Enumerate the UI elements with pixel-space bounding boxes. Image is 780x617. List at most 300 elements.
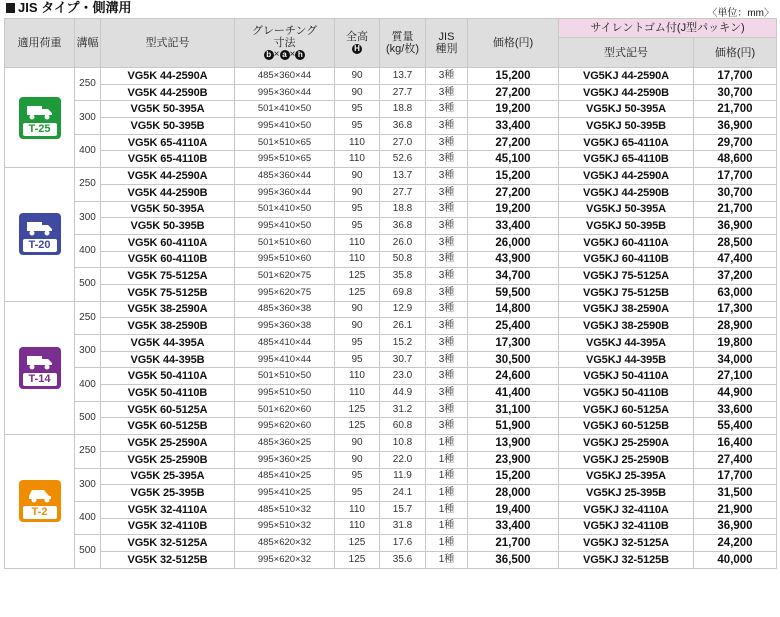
silent-model-cell: VG5KJ 65-4110A <box>559 134 694 151</box>
price-cell: 34,700 <box>468 268 559 285</box>
price-cell: 24,600 <box>468 368 559 385</box>
jis-cell: 3種 <box>426 401 468 418</box>
price-cell: 19,400 <box>468 501 559 518</box>
height-cell: 95 <box>335 351 380 368</box>
jis-cell: 1種 <box>426 551 468 568</box>
price-cell: 27,200 <box>468 184 559 201</box>
symbol-b-icon: b <box>264 50 274 60</box>
silent-price-cell: 24,200 <box>694 535 777 552</box>
mass-cell: 22.0 <box>380 451 426 468</box>
mass-cell: 13.7 <box>380 168 426 185</box>
mass-cell: 27.7 <box>380 184 426 201</box>
height-cell: 95 <box>335 201 380 218</box>
height-cell: 125 <box>335 284 380 301</box>
silent-model-cell: VG5KJ 50-4110A <box>559 368 694 385</box>
dimension-cell: 501×410×50 <box>235 101 335 118</box>
mass-cell: 10.8 <box>380 435 426 452</box>
price-cell: 17,300 <box>468 335 559 352</box>
dimension-cell: 995×510×50 <box>235 385 335 402</box>
header-width: 溝幅 <box>75 19 101 68</box>
model-cell: VG5K 38-2590A <box>101 301 235 318</box>
model-cell: VG5K 75-5125A <box>101 268 235 285</box>
silent-model-cell: VG5KJ 50-395B <box>559 218 694 235</box>
price-cell: 33,400 <box>468 518 559 535</box>
table-body <box>5 68 777 569</box>
width-cell: 250 <box>75 435 101 468</box>
mass-cell: 36.8 <box>380 118 426 135</box>
mass-cell: 18.8 <box>380 101 426 118</box>
model-cell: VG5K 44-395A <box>101 335 235 352</box>
model-cell: VG5K 50-395B <box>101 218 235 235</box>
price-table <box>4 18 777 569</box>
price-cell: 33,400 <box>468 218 559 235</box>
price-cell: 28,000 <box>468 485 559 502</box>
silent-model-cell: VG5KJ 25-2590B <box>559 451 694 468</box>
width-cell: 250 <box>75 168 101 201</box>
width-cell: 500 <box>75 268 101 301</box>
silent-price-cell: 17,700 <box>694 68 777 85</box>
width-cell: 400 <box>75 368 101 401</box>
silent-model-cell: VG5KJ 50-4110B <box>559 385 694 402</box>
silent-price-cell: 55,400 <box>694 418 777 435</box>
table-row <box>5 118 777 135</box>
silent-model-cell: VG5KJ 50-395B <box>559 118 694 135</box>
price-cell: 59,500 <box>468 284 559 301</box>
dimension-cell: 995×360×44 <box>235 184 335 201</box>
silent-model-cell: VG5KJ 32-5125B <box>559 551 694 568</box>
table-row <box>5 318 777 335</box>
table-row <box>5 551 777 568</box>
jis-cell: 1種 <box>426 501 468 518</box>
price-cell: 13,900 <box>468 435 559 452</box>
model-cell: VG5K 60-4110B <box>101 251 235 268</box>
mass-cell: 36.8 <box>380 218 426 235</box>
truck-icon <box>26 218 54 236</box>
jis-cell: 3種 <box>426 301 468 318</box>
load-cell <box>5 301 75 435</box>
table-row <box>5 451 777 468</box>
silent-model-cell: VG5KJ 32-4110B <box>559 518 694 535</box>
jis-cell: 3種 <box>426 151 468 168</box>
jis-cell: 1種 <box>426 485 468 502</box>
silent-price-cell: 17,700 <box>694 468 777 485</box>
load-cell <box>5 435 75 569</box>
mass-cell: 26.0 <box>380 234 426 251</box>
height-cell: 110 <box>335 251 380 268</box>
silent-model-cell: VG5KJ 25-395B <box>559 485 694 502</box>
width-cell: 400 <box>75 501 101 534</box>
header-jis-line2: 種別 <box>435 43 458 55</box>
mass-cell: 69.8 <box>380 284 426 301</box>
jis-cell: 1種 <box>426 468 468 485</box>
table-row <box>5 435 777 452</box>
table-row <box>5 501 777 518</box>
height-cell: 125 <box>335 401 380 418</box>
model-cell: VG5K 32-4110A <box>101 501 235 518</box>
price-cell: 26,000 <box>468 234 559 251</box>
header-jis-line1: JIS <box>438 31 455 43</box>
height-cell: 125 <box>335 551 380 568</box>
mass-cell: 35.8 <box>380 268 426 285</box>
mass-cell: 52.6 <box>380 151 426 168</box>
truck-icon <box>26 102 54 120</box>
silent-price-cell: 30,700 <box>694 84 777 101</box>
table-row <box>5 518 777 535</box>
table-row <box>5 368 777 385</box>
model-cell: VG5K 44-2590B <box>101 184 235 201</box>
jis-cell: 3種 <box>426 418 468 435</box>
mass-cell: 15.2 <box>380 335 426 352</box>
jis-cell: 3種 <box>426 251 468 268</box>
jis-cell: 3種 <box>426 368 468 385</box>
header-silent-model: 型式記号 <box>559 38 694 68</box>
silent-price-cell: 27,400 <box>694 451 777 468</box>
height-cell: 90 <box>335 168 380 185</box>
width-cell: 500 <box>75 401 101 434</box>
dimension-cell: 995×510×32 <box>235 518 335 535</box>
silent-price-cell: 29,700 <box>694 134 777 151</box>
price-cell: 19,200 <box>468 101 559 118</box>
table-row <box>5 301 777 318</box>
mass-cell: 11.9 <box>380 468 426 485</box>
width-cell: 250 <box>75 68 101 101</box>
jis-cell: 3種 <box>426 68 468 85</box>
silent-model-cell: VG5KJ 50-395A <box>559 201 694 218</box>
dimension-cell: 485×360×38 <box>235 301 335 318</box>
dimension-cell: 485×510×32 <box>235 501 335 518</box>
model-cell: VG5K 65-4110A <box>101 134 235 151</box>
model-cell: VG5K 38-2590B <box>101 318 235 335</box>
silent-model-cell: VG5KJ 25-395A <box>559 468 694 485</box>
width-cell: 300 <box>75 201 101 234</box>
jis-cell: 3種 <box>426 234 468 251</box>
load-cell <box>5 168 75 302</box>
mass-cell: 13.7 <box>380 68 426 85</box>
height-cell: 125 <box>335 268 380 285</box>
header-grating-line2: 寸法 <box>273 36 296 49</box>
header-mass-line2: (kg/枚) <box>386 43 419 55</box>
mass-cell: 50.8 <box>380 251 426 268</box>
silent-price-cell: 44,900 <box>694 385 777 402</box>
dimension-cell: 995×410×44 <box>235 351 335 368</box>
price-cell: 31,100 <box>468 401 559 418</box>
width-cell: 300 <box>75 468 101 501</box>
header-dim-symbols: b × a × h <box>235 49 334 61</box>
silent-price-cell: 16,400 <box>694 435 777 452</box>
height-cell: 125 <box>335 535 380 552</box>
silent-price-cell: 34,000 <box>694 351 777 368</box>
silent-model-cell: VG5KJ 38-2590B <box>559 318 694 335</box>
silent-price-cell: 17,700 <box>694 168 777 185</box>
model-cell: VG5K 44-2590A <box>101 168 235 185</box>
width-cell: 300 <box>75 101 101 134</box>
height-cell: 90 <box>335 435 380 452</box>
load-badge <box>19 97 61 139</box>
table-row <box>5 134 777 151</box>
width-cell: 250 <box>75 301 101 334</box>
model-cell: VG5K 25-2590A <box>101 435 235 452</box>
table-row <box>5 535 777 552</box>
mass-cell: 15.7 <box>380 501 426 518</box>
model-cell: VG5K 25-2590B <box>101 451 235 468</box>
header-silent-price: 価格(円) <box>694 38 777 68</box>
dimension-cell: 501×620×75 <box>235 268 335 285</box>
height-cell: 95 <box>335 218 380 235</box>
height-cell: 95 <box>335 335 380 352</box>
width-cell: 400 <box>75 134 101 167</box>
car-icon <box>26 485 54 503</box>
price-cell: 51,900 <box>468 418 559 435</box>
height-cell: 90 <box>335 451 380 468</box>
header-mass-line1: 質量 <box>391 31 414 43</box>
silent-model-cell: VG5KJ 32-5125A <box>559 535 694 552</box>
silent-model-cell: VG5KJ 60-5125A <box>559 401 694 418</box>
header-price: 価格(円) <box>468 19 559 68</box>
price-cell: 25,400 <box>468 318 559 335</box>
table-row <box>5 234 777 251</box>
price-cell: 15,200 <box>468 68 559 85</box>
header-model: 型式記号 <box>101 19 235 68</box>
height-cell: 125 <box>335 418 380 435</box>
load-badge <box>19 347 61 389</box>
mass-cell: 30.7 <box>380 351 426 368</box>
table-row <box>5 284 777 301</box>
height-cell: 95 <box>335 485 380 502</box>
silent-price-cell: 36,900 <box>694 218 777 235</box>
silent-price-cell: 21,700 <box>694 101 777 118</box>
model-cell: VG5K 25-395B <box>101 485 235 502</box>
price-cell: 27,200 <box>468 134 559 151</box>
dimension-cell: 501×410×50 <box>235 201 335 218</box>
table-row <box>5 418 777 435</box>
silent-model-cell: VG5KJ 50-395A <box>559 101 694 118</box>
unit-note: 〈単位：mm〉 <box>707 8 774 19</box>
height-cell: 110 <box>335 368 380 385</box>
dimension-cell: 995×410×50 <box>235 118 335 135</box>
model-cell: VG5K 50-4110B <box>101 385 235 402</box>
height-cell: 90 <box>335 84 380 101</box>
mass-cell: 35.6 <box>380 551 426 568</box>
model-cell: VG5K 50-4110A <box>101 368 235 385</box>
silent-price-cell: 28,900 <box>694 318 777 335</box>
truck-icon <box>26 352 54 370</box>
table-row <box>5 68 777 85</box>
table-row <box>5 385 777 402</box>
model-cell: VG5K 65-4110B <box>101 151 235 168</box>
price-cell: 23,900 <box>468 451 559 468</box>
silent-model-cell: VG5KJ 44-2590A <box>559 168 694 185</box>
page-title: JIS タイプ・側溝用 <box>18 0 132 15</box>
silent-model-cell: VG5KJ 60-4110B <box>559 251 694 268</box>
jis-cell: 3種 <box>426 184 468 201</box>
mass-cell: 12.9 <box>380 301 426 318</box>
dimension-cell: 485×410×25 <box>235 468 335 485</box>
dimension-cell: 995×360×44 <box>235 84 335 101</box>
silent-model-cell: VG5KJ 65-4110B <box>559 151 694 168</box>
load-badge <box>19 213 61 255</box>
dimension-cell: 501×510×65 <box>235 134 335 151</box>
symbol-a-icon: a <box>280 50 290 60</box>
dimension-cell: 995×620×60 <box>235 418 335 435</box>
dimension-cell: 501×620×60 <box>235 401 335 418</box>
width-cell: 300 <box>75 335 101 368</box>
dimension-cell: 995×620×75 <box>235 284 335 301</box>
model-cell: VG5K 60-4110A <box>101 234 235 251</box>
dimension-cell: 485×360×44 <box>235 68 335 85</box>
silent-model-cell: VG5KJ 75-5125A <box>559 268 694 285</box>
jis-cell: 3種 <box>426 318 468 335</box>
table-row <box>5 201 777 218</box>
title-row <box>0 0 780 18</box>
jis-cell: 3種 <box>426 385 468 402</box>
jis-cell: 3種 <box>426 101 468 118</box>
height-cell: 95 <box>335 118 380 135</box>
model-cell: VG5K 44-2590A <box>101 68 235 85</box>
silent-model-cell: VG5KJ 44-2590B <box>559 184 694 201</box>
mass-cell: 27.0 <box>380 134 426 151</box>
mass-cell: 24.1 <box>380 485 426 502</box>
jis-cell: 3種 <box>426 134 468 151</box>
price-cell: 15,200 <box>468 468 559 485</box>
silent-model-cell: VG5KJ 75-5125B <box>559 284 694 301</box>
height-cell: 110 <box>335 134 380 151</box>
table-row <box>5 468 777 485</box>
jis-cell: 3種 <box>426 335 468 352</box>
price-cell: 15,200 <box>468 168 559 185</box>
table-row <box>5 351 777 368</box>
jis-cell: 3種 <box>426 84 468 101</box>
silent-price-cell: 48,600 <box>694 151 777 168</box>
dimension-cell: 995×510×60 <box>235 251 335 268</box>
model-cell: VG5K 25-395A <box>101 468 235 485</box>
header-height <box>335 19 380 68</box>
mass-cell: 18.8 <box>380 201 426 218</box>
silent-price-cell: 21,700 <box>694 201 777 218</box>
jis-cell: 3種 <box>426 118 468 135</box>
title-square-icon <box>6 3 15 13</box>
header-height-label: 全高 <box>346 31 368 43</box>
model-cell: VG5K 50-395A <box>101 101 235 118</box>
price-cell: 21,700 <box>468 535 559 552</box>
jis-cell: 1種 <box>426 518 468 535</box>
dimension-cell: 995×510×65 <box>235 151 335 168</box>
jis-cell: 3種 <box>426 218 468 235</box>
mass-cell: 60.8 <box>380 418 426 435</box>
load-label: T-14 <box>23 373 57 386</box>
model-cell: VG5K 75-5125B <box>101 284 235 301</box>
silent-price-cell: 33,600 <box>694 401 777 418</box>
table-row <box>5 168 777 185</box>
table-row <box>5 485 777 502</box>
jis-cell: 3種 <box>426 351 468 368</box>
silent-model-cell: VG5KJ 44-2590A <box>559 68 694 85</box>
dimension-cell: 995×360×38 <box>235 318 335 335</box>
price-cell: 41,400 <box>468 385 559 402</box>
dimension-cell: 501×510×50 <box>235 368 335 385</box>
silent-model-cell: VG5KJ 60-5125B <box>559 418 694 435</box>
table-row <box>5 401 777 418</box>
mass-cell: 44.9 <box>380 385 426 402</box>
silent-price-cell: 37,200 <box>694 268 777 285</box>
dimension-cell: 485×620×32 <box>235 535 335 552</box>
table-row <box>5 151 777 168</box>
dimension-cell: 485×410×44 <box>235 335 335 352</box>
mass-cell: 27.7 <box>380 84 426 101</box>
price-cell: 43,900 <box>468 251 559 268</box>
height-cell: 90 <box>335 68 380 85</box>
load-label: T-25 <box>23 123 57 136</box>
price-cell: 14,800 <box>468 301 559 318</box>
price-cell: 36,500 <box>468 551 559 568</box>
height-cell: 110 <box>335 151 380 168</box>
silent-model-cell: VG5KJ 44-2590B <box>559 84 694 101</box>
dimension-cell: 995×620×32 <box>235 551 335 568</box>
load-label: T-2 <box>23 506 57 519</box>
width-cell: 400 <box>75 234 101 267</box>
header-load: 適用荷重 <box>5 19 75 68</box>
dimension-cell: 995×410×25 <box>235 485 335 502</box>
height-cell: 90 <box>335 318 380 335</box>
mass-cell: 23.0 <box>380 368 426 385</box>
height-cell: 110 <box>335 385 380 402</box>
table-row <box>5 218 777 235</box>
header-grating-size <box>235 19 335 68</box>
height-cell: 90 <box>335 301 380 318</box>
silent-model-cell: VG5KJ 60-4110A <box>559 234 694 251</box>
table-row <box>5 251 777 268</box>
silent-model-cell: VG5KJ 38-2590A <box>559 301 694 318</box>
load-cell <box>5 68 75 168</box>
silent-price-cell: 27,100 <box>694 368 777 385</box>
silent-price-cell: 36,900 <box>694 118 777 135</box>
symbol-h-icon: h <box>295 50 305 60</box>
dimension-cell: 995×360×25 <box>235 451 335 468</box>
mass-cell: 31.8 <box>380 518 426 535</box>
height-cell: 110 <box>335 518 380 535</box>
model-cell: VG5K 60-5125A <box>101 401 235 418</box>
height-cell: 90 <box>335 184 380 201</box>
height-cell: 95 <box>335 101 380 118</box>
mass-cell: 17.6 <box>380 535 426 552</box>
jis-cell: 1種 <box>426 535 468 552</box>
price-cell: 33,400 <box>468 118 559 135</box>
table-row <box>5 268 777 285</box>
price-cell: 27,200 <box>468 84 559 101</box>
mass-cell: 31.2 <box>380 401 426 418</box>
model-cell: VG5K 32-5125A <box>101 535 235 552</box>
model-cell: VG5K 44-395B <box>101 351 235 368</box>
silent-price-cell: 30,700 <box>694 184 777 201</box>
silent-price-cell: 47,400 <box>694 251 777 268</box>
header-silent-rubber: サイレントゴム付(J型パッキン) <box>559 19 777 38</box>
dimension-cell: 485×360×25 <box>235 435 335 452</box>
height-cell: 95 <box>335 468 380 485</box>
silent-price-cell: 31,500 <box>694 485 777 502</box>
silent-price-cell: 63,000 <box>694 284 777 301</box>
height-cell: 110 <box>335 501 380 518</box>
table-row <box>5 184 777 201</box>
header-mass <box>380 19 426 68</box>
dimension-cell: 485×360×44 <box>235 168 335 185</box>
table-row <box>5 84 777 101</box>
model-cell: VG5K 60-5125B <box>101 418 235 435</box>
jis-cell: 1種 <box>426 451 468 468</box>
silent-price-cell: 28,500 <box>694 234 777 251</box>
silent-price-cell: 17,300 <box>694 301 777 318</box>
load-label: T-20 <box>23 239 57 252</box>
table-row <box>5 335 777 352</box>
jis-cell: 3種 <box>426 168 468 185</box>
